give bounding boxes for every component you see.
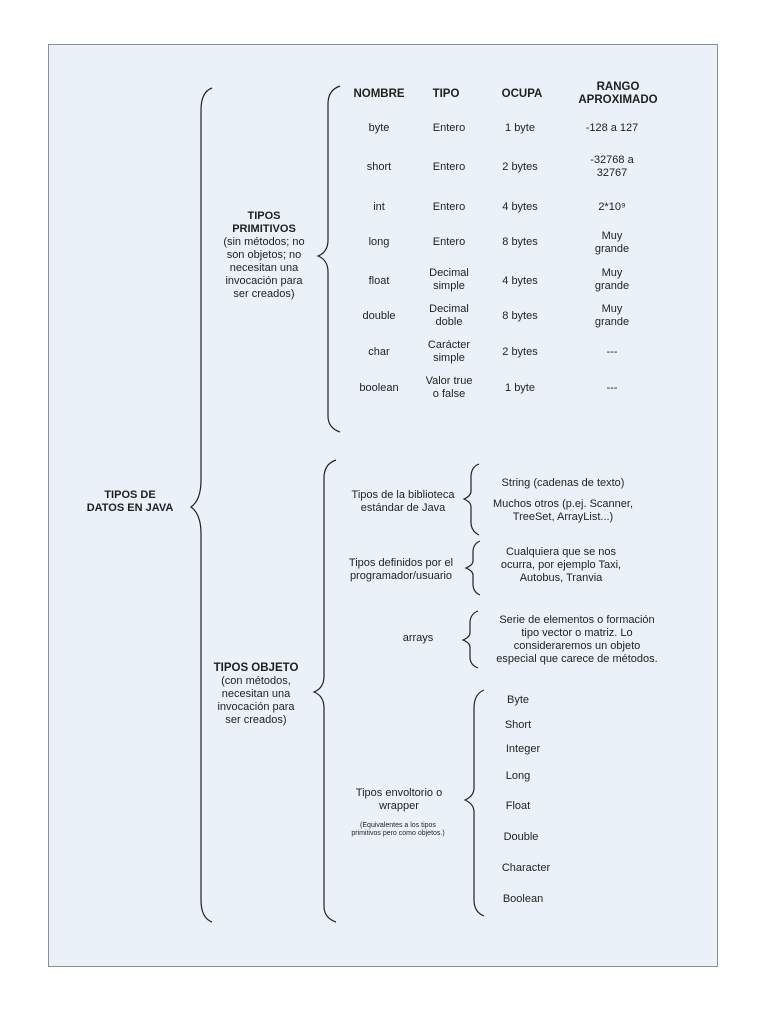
cell-type-line: Valor true <box>425 375 473 387</box>
cell-name: int <box>373 201 385 213</box>
biblioteca-item: Muchos otros (p.ej. Scanner, <box>492 498 633 510</box>
wrapper-label <box>336 787 462 813</box>
cell-range-line: -128 a 127 <box>585 122 639 134</box>
biblioteca-label-line: estándar de Java <box>360 502 446 514</box>
cell-range <box>566 230 658 256</box>
object-desc-line: invocación para <box>217 701 295 713</box>
biblioteca-brace <box>464 464 479 535</box>
usuario-desc-line: ocurra, por ejemplo Taxi, <box>500 559 622 571</box>
cell-size: 8 bytes <box>502 310 538 322</box>
cell-type <box>418 267 480 293</box>
cell-type <box>418 375 480 401</box>
cell-range <box>566 122 658 135</box>
biblioteca-label <box>340 489 466 515</box>
usuario-desc <box>486 546 636 585</box>
cell-range-line: --- <box>606 346 618 358</box>
wrapper-item: Short <box>504 719 532 731</box>
cell-type-line: Entero <box>432 201 466 213</box>
cell-name: long <box>368 236 390 248</box>
header-name: NOMBRE <box>353 88 405 100</box>
arrays-desc-line: tipo vector o matriz. Lo <box>521 627 633 639</box>
wrapper-item: Float <box>505 800 531 812</box>
cell-size: 1 byte <box>505 122 535 134</box>
primitive-desc-line: necesitan una <box>229 262 299 274</box>
wrapper-item: Long <box>505 770 531 782</box>
cell-type <box>418 161 480 174</box>
cell-range <box>566 346 658 359</box>
cell-type-line: Carácter <box>427 339 471 351</box>
usuario-label-line: Tipos definidos por el <box>348 557 454 569</box>
object-desc-line: ser creados) <box>225 714 287 726</box>
wrapper-brace <box>465 690 484 916</box>
cell-type <box>418 122 480 135</box>
header-range-line: RANGO <box>596 81 640 93</box>
cell-type-line: doble <box>435 316 463 328</box>
cell-size: 8 bytes <box>502 236 538 248</box>
root-title-line: TIPOS DE <box>104 489 156 501</box>
root-title-line: DATOS EN JAVA <box>86 502 174 514</box>
wrapper-item: Byte <box>506 694 529 706</box>
root-title <box>70 489 190 515</box>
cell-name: short <box>366 161 392 173</box>
usuario-label-line: programador/usuario <box>349 570 453 582</box>
cell-name: float <box>368 275 390 287</box>
cell-type <box>418 339 480 365</box>
cell-size: 1 byte <box>505 382 535 394</box>
usuario-label <box>336 557 466 583</box>
cell-range <box>566 267 658 293</box>
wrapper-item: Character <box>501 862 551 874</box>
arrays-label: arrays <box>402 632 434 644</box>
cell-type-line: simple <box>433 352 465 364</box>
cell-name: double <box>362 310 396 322</box>
object-brace <box>314 460 336 922</box>
arrays-desc-line: Serie de elementos o formación <box>499 614 655 626</box>
cell-type-line: simple <box>433 280 465 292</box>
cell-range-line: -32768 a <box>590 154 634 166</box>
cell-range <box>566 303 658 329</box>
primitive-section-label <box>204 210 324 301</box>
wrapper-note-line: primitivos pero como objetos.) <box>351 830 445 837</box>
cell-size: 2 bytes <box>502 161 538 173</box>
cell-range-line: grande <box>594 280 630 292</box>
cell-type-line: Entero <box>432 122 466 134</box>
cell-range <box>566 154 658 180</box>
arrays-desc <box>482 614 672 666</box>
cell-range <box>566 382 658 395</box>
cell-range-line: --- <box>606 382 618 394</box>
cell-type-line: o false <box>432 388 466 400</box>
arrays-desc-line: consideraremos un objeto <box>513 640 641 652</box>
cell-range-line: Muy <box>601 267 623 279</box>
header-size: OCUPA <box>501 88 543 100</box>
cell-range <box>566 201 658 214</box>
primitive-desc-line: (sin métodos; no <box>223 236 305 248</box>
object-desc-line: (con métodos, <box>221 675 291 687</box>
cell-type <box>418 236 480 249</box>
cell-name: byte <box>368 122 390 134</box>
cell-type <box>418 201 480 214</box>
biblioteca-item: TreeSet, ArrayList...) <box>512 511 614 523</box>
usuario-desc-line: Autobus, Tranvia <box>519 572 603 584</box>
cell-type <box>418 303 480 329</box>
cell-type-line: Decimal <box>429 303 469 315</box>
header-range-line: APROXIMADO <box>578 94 658 106</box>
usuario-brace <box>466 541 480 595</box>
primitive-title-line: TIPOS <box>247 210 281 222</box>
object-desc-line: necesitan una <box>221 688 291 700</box>
primitive-title-line: PRIMITIVOS <box>232 223 296 235</box>
primitive-desc-line: son objetos; no <box>226 249 302 261</box>
cell-range-line: grande <box>594 243 630 255</box>
arrays-brace <box>463 611 478 668</box>
wrapper-note <box>332 822 464 838</box>
wrapper-note-line: (Equivalentes a los tipos <box>360 822 436 829</box>
wrapper-item: Boolean <box>502 893 544 905</box>
cell-size: 4 bytes <box>502 275 538 287</box>
cell-range-line: Muy <box>601 303 623 315</box>
cell-range-line: 2*10⁹ <box>598 201 626 213</box>
arrays-desc-line: especial que carece de métodos. <box>496 653 658 665</box>
wrapper-item: Integer <box>505 743 541 755</box>
cell-size: 4 bytes <box>502 201 538 213</box>
cell-range-line: Muy <box>601 230 623 242</box>
biblioteca-label-line: Tipos de la biblioteca <box>351 489 455 501</box>
cell-type-line: Decimal <box>429 267 469 279</box>
usuario-desc-line: Cualquiera que se nos <box>505 546 617 558</box>
wrapper-item: Double <box>503 831 539 843</box>
object-section-label <box>196 662 316 727</box>
object-title: TIPOS OBJETO <box>213 662 299 674</box>
cell-type-line: Entero <box>432 161 466 173</box>
biblioteca-item: String (cadenas de texto) <box>501 477 625 489</box>
cell-range-line: grande <box>594 316 630 328</box>
cell-range-line: 32767 <box>596 167 628 179</box>
header-type: TIPO <box>432 88 460 100</box>
primitive-desc-line: invocación para <box>225 275 303 287</box>
primitive-desc-line: ser creados) <box>233 288 295 300</box>
cell-size: 2 bytes <box>502 346 538 358</box>
cell-name: boolean <box>359 382 399 394</box>
wrapper-label-line: Tipos envoltorio o <box>355 787 443 799</box>
cell-type-line: Entero <box>432 236 466 248</box>
cell-name: char <box>368 346 390 358</box>
wrapper-label-line: wrapper <box>379 800 419 812</box>
header-range <box>566 81 670 107</box>
